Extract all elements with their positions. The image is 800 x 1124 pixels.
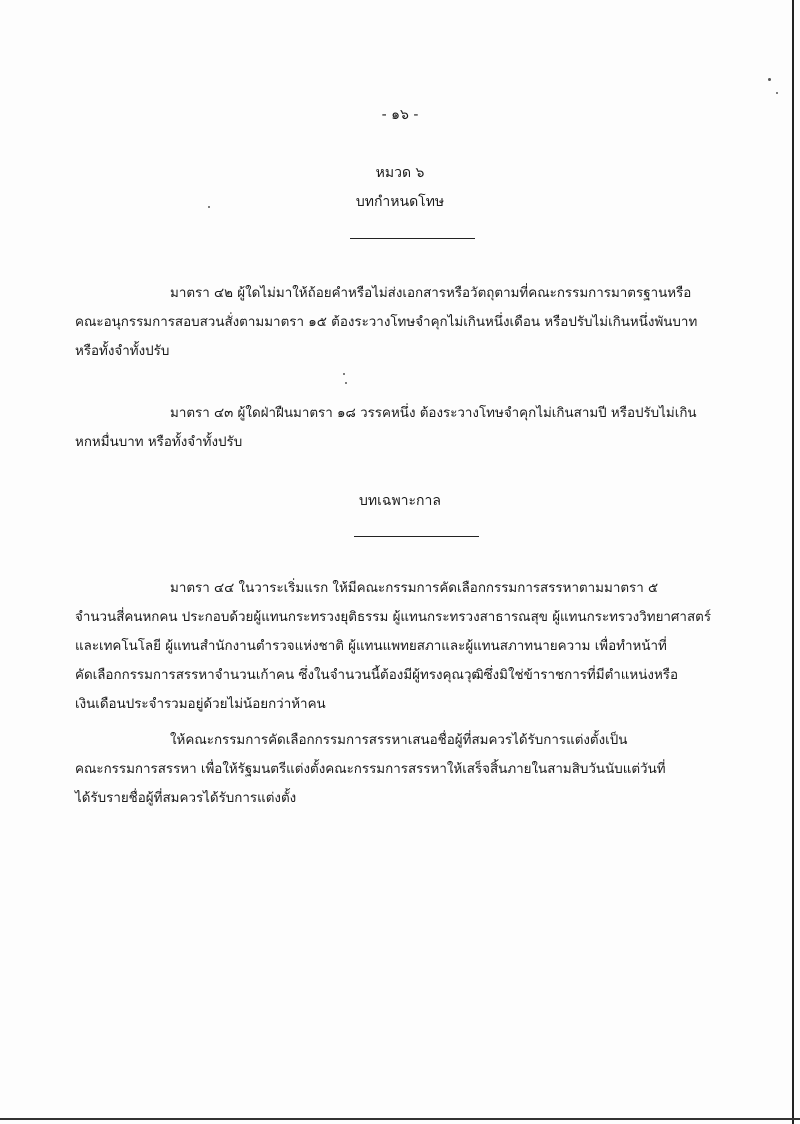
chapter-heading: หมวด ๖	[375, 165, 425, 181]
section-44-line: จำนวนสี่คนหกคน ประกอบด้วยผู้แทนกระทรวงยุติธรรม ผู้แทนกระทรวงสาธารณสุข ผู้แทนกระทรวงวิทยาศาสตร์	[75, 610, 712, 625]
section-44-line: ให้คณะกรรมการคัดเลือกกรรมการสรรหาเสนอชื่อผู้ที่สมควรได้รับการแต่งตั้งเป็น	[170, 733, 628, 748]
chapter-title: บทกำหนดโทษ	[355, 194, 445, 210]
section-43-line: มาตรา ๔๓ ผู้ใดฝ่าฝืนมาตรา ๑๘ วรรคหนึ่ง ต้องระวางโทษจำคุกไม่เกินสามปี หรือปรับไม่เกิน	[170, 406, 697, 421]
chapter-title-rule	[350, 238, 475, 239]
section-44-line: คัดเลือกกรรมการสรรหาจำนวนเก้าคน ซึ่งในจำนวนนี้ต้องมีผู้ทรงคุณวุฒิซึ่งมิใช่ข้าราชการที่มีตำแหน่งหรือ	[75, 668, 679, 683]
scan-speck	[776, 92, 778, 94]
transitory-title-rule	[354, 536, 479, 537]
transitory-title: บทเฉพาะกาล	[359, 493, 441, 509]
section-42-line: คณะอนุกรรมการสอบสวนสั่งตามมาตรา ๑๕ ต้องระวางโทษจำคุกไม่เกินหนึ่งเดือน หรือปรับไม่เกินหนึ่งพันบาท	[75, 315, 698, 330]
scan-speck	[208, 206, 210, 208]
section-43-line: หกหมื่นบาท หรือทั้งจำทั้งปรับ	[75, 435, 243, 450]
page-number: - ๑๖ -	[381, 107, 419, 123]
scan-edge-bottom	[0, 1118, 800, 1120]
section-44-line: ได้รับรายชื่อผู้ที่สมควรได้รับการแต่งตั้ง	[75, 791, 297, 806]
scan-speck	[768, 78, 771, 81]
section-42-line: มาตรา ๔๒ ผู้ใดไม่มาให้ถ้อยคำหรือไม่ส่งเอกสารหรือวัตถุตามที่คณะกรรมการมาตรฐานหรือ	[170, 286, 692, 301]
scan-speck	[343, 373, 345, 375]
section-44-line: คณะกรรมการสรรหา เพื่อให้รัฐมนตรีแต่งตั้งคณะกรรมการสรรหาให้เสร็จสิ้นภายในสามสิบวันนับแต่วันที่	[75, 762, 666, 777]
scan-speck	[345, 382, 347, 384]
section-44-line: เงินเดือนประจำรวมอยู่ด้วยไม่น้อยกว่าห้าคน	[75, 697, 326, 712]
section-44-line: และเทคโนโลยี ผู้แทนสำนักงานตำรวจแห่งชาติ ผู้แทนแพทยสภาและผู้แทนสภาทนายความ เพื่อทำหน้าที่	[75, 639, 667, 654]
section-44-line: มาตรา ๔๔ ในวาระเริ่มแรก ให้มีคณะกรรมการคัดเลือกกรรมการสรรหาตามมาตรา ๕	[170, 581, 659, 596]
section-42-line: หรือทั้งจำทั้งปรับ	[75, 344, 170, 359]
